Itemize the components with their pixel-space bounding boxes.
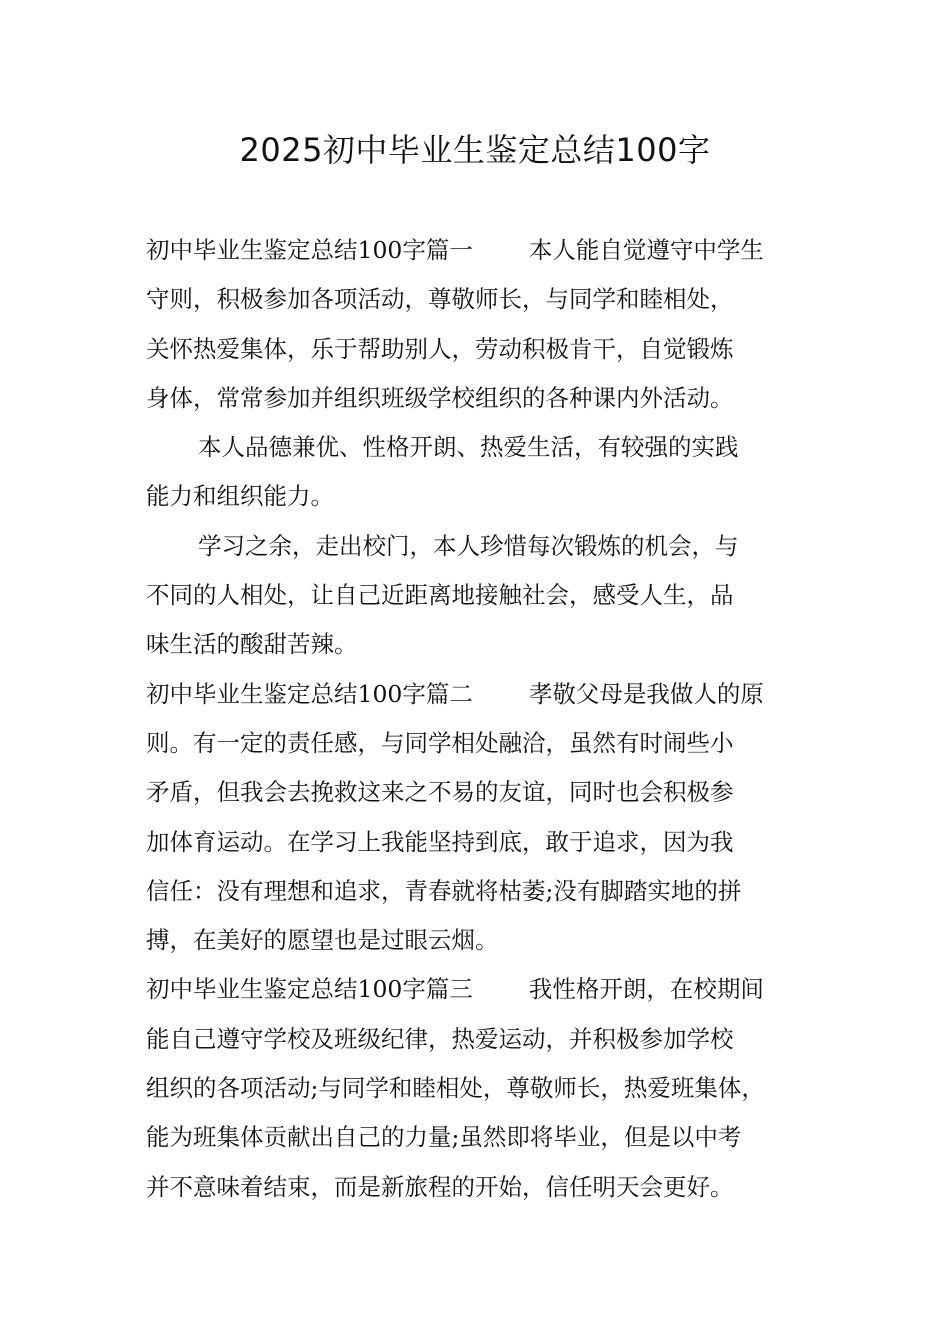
paragraph-text: 我性格开朗，在校期间 [528, 975, 764, 1004]
text-line: 矛盾，但我会去挽救这来之不易的友谊，同时也会积极参 [146, 778, 734, 807]
text-line: 组织的各项活动;与同学和睦相处，尊敬师长，热爱班集体， [146, 1074, 765, 1103]
text-line: 不同的人相处，让自己近距离地接触社会，感受人生，品 [146, 581, 734, 610]
section-heading: 初中毕业生鉴定总结100字篇一 [146, 236, 473, 264]
text-line: 则。有一定的责任感，与同学相处融洽，虽然有时闹些小 [146, 728, 734, 757]
section-heading: 初中毕业生鉴定总结100字篇三 [146, 975, 473, 1004]
text-line: 身体，常常参加并组织班级学校组织的各种课内外活动。 [146, 383, 734, 412]
document-title: 2025初中毕业生鉴定总结100字 [239, 131, 711, 169]
text-line: 能为班集体贡献出自己的力量;虽然即将毕业，但是以中考 [146, 1123, 742, 1152]
text-line: 加体育运动。在学习上我能坚持到底，敢于追求，因为我 [146, 827, 734, 856]
document-body [146, 226, 818, 1212]
text-line: 信任：没有理想和追求，青春就将枯萎;没有脚踏实地的拼 [146, 876, 742, 905]
text-line: 并不意味着结束，而是新旅程的开始，信任明天会更好。 [146, 1172, 734, 1201]
section-heading-line [146, 965, 818, 1014]
section-heading: 初中毕业生鉴定总结100字篇二 [146, 679, 473, 708]
text-line: 本人品德兼优、性格开朗、热爱生活，有较强的实践 [198, 433, 739, 462]
text-line: 味生活的酸甜苦辣。 [146, 630, 358, 659]
section-heading-line [146, 670, 818, 719]
text-line: 关怀热爱集体，乐于帮助别人，劳动积极肯干，自觉锻炼 [146, 334, 734, 363]
section-heading-line [146, 226, 818, 275]
text-line: 能力和组织能力。 [146, 482, 334, 511]
text-line: 搏，在美好的愿望也是过眼云烟。 [146, 926, 499, 955]
text-line: 能自己遵守学校及班级纪律，热爱运动，并积极参加学校 [146, 1024, 734, 1053]
paragraph-text: 孝敬父母是我做人的原 [528, 679, 764, 708]
text-line: 学习之余，走出校门，本人珍惜每次锻炼的机会，与 [198, 531, 739, 560]
text-line: 守则，积极参加各项活动，尊敬师长，与同学和睦相处， [146, 285, 734, 314]
paragraph-text: 本人能自觉遵守中学生 [528, 236, 764, 264]
